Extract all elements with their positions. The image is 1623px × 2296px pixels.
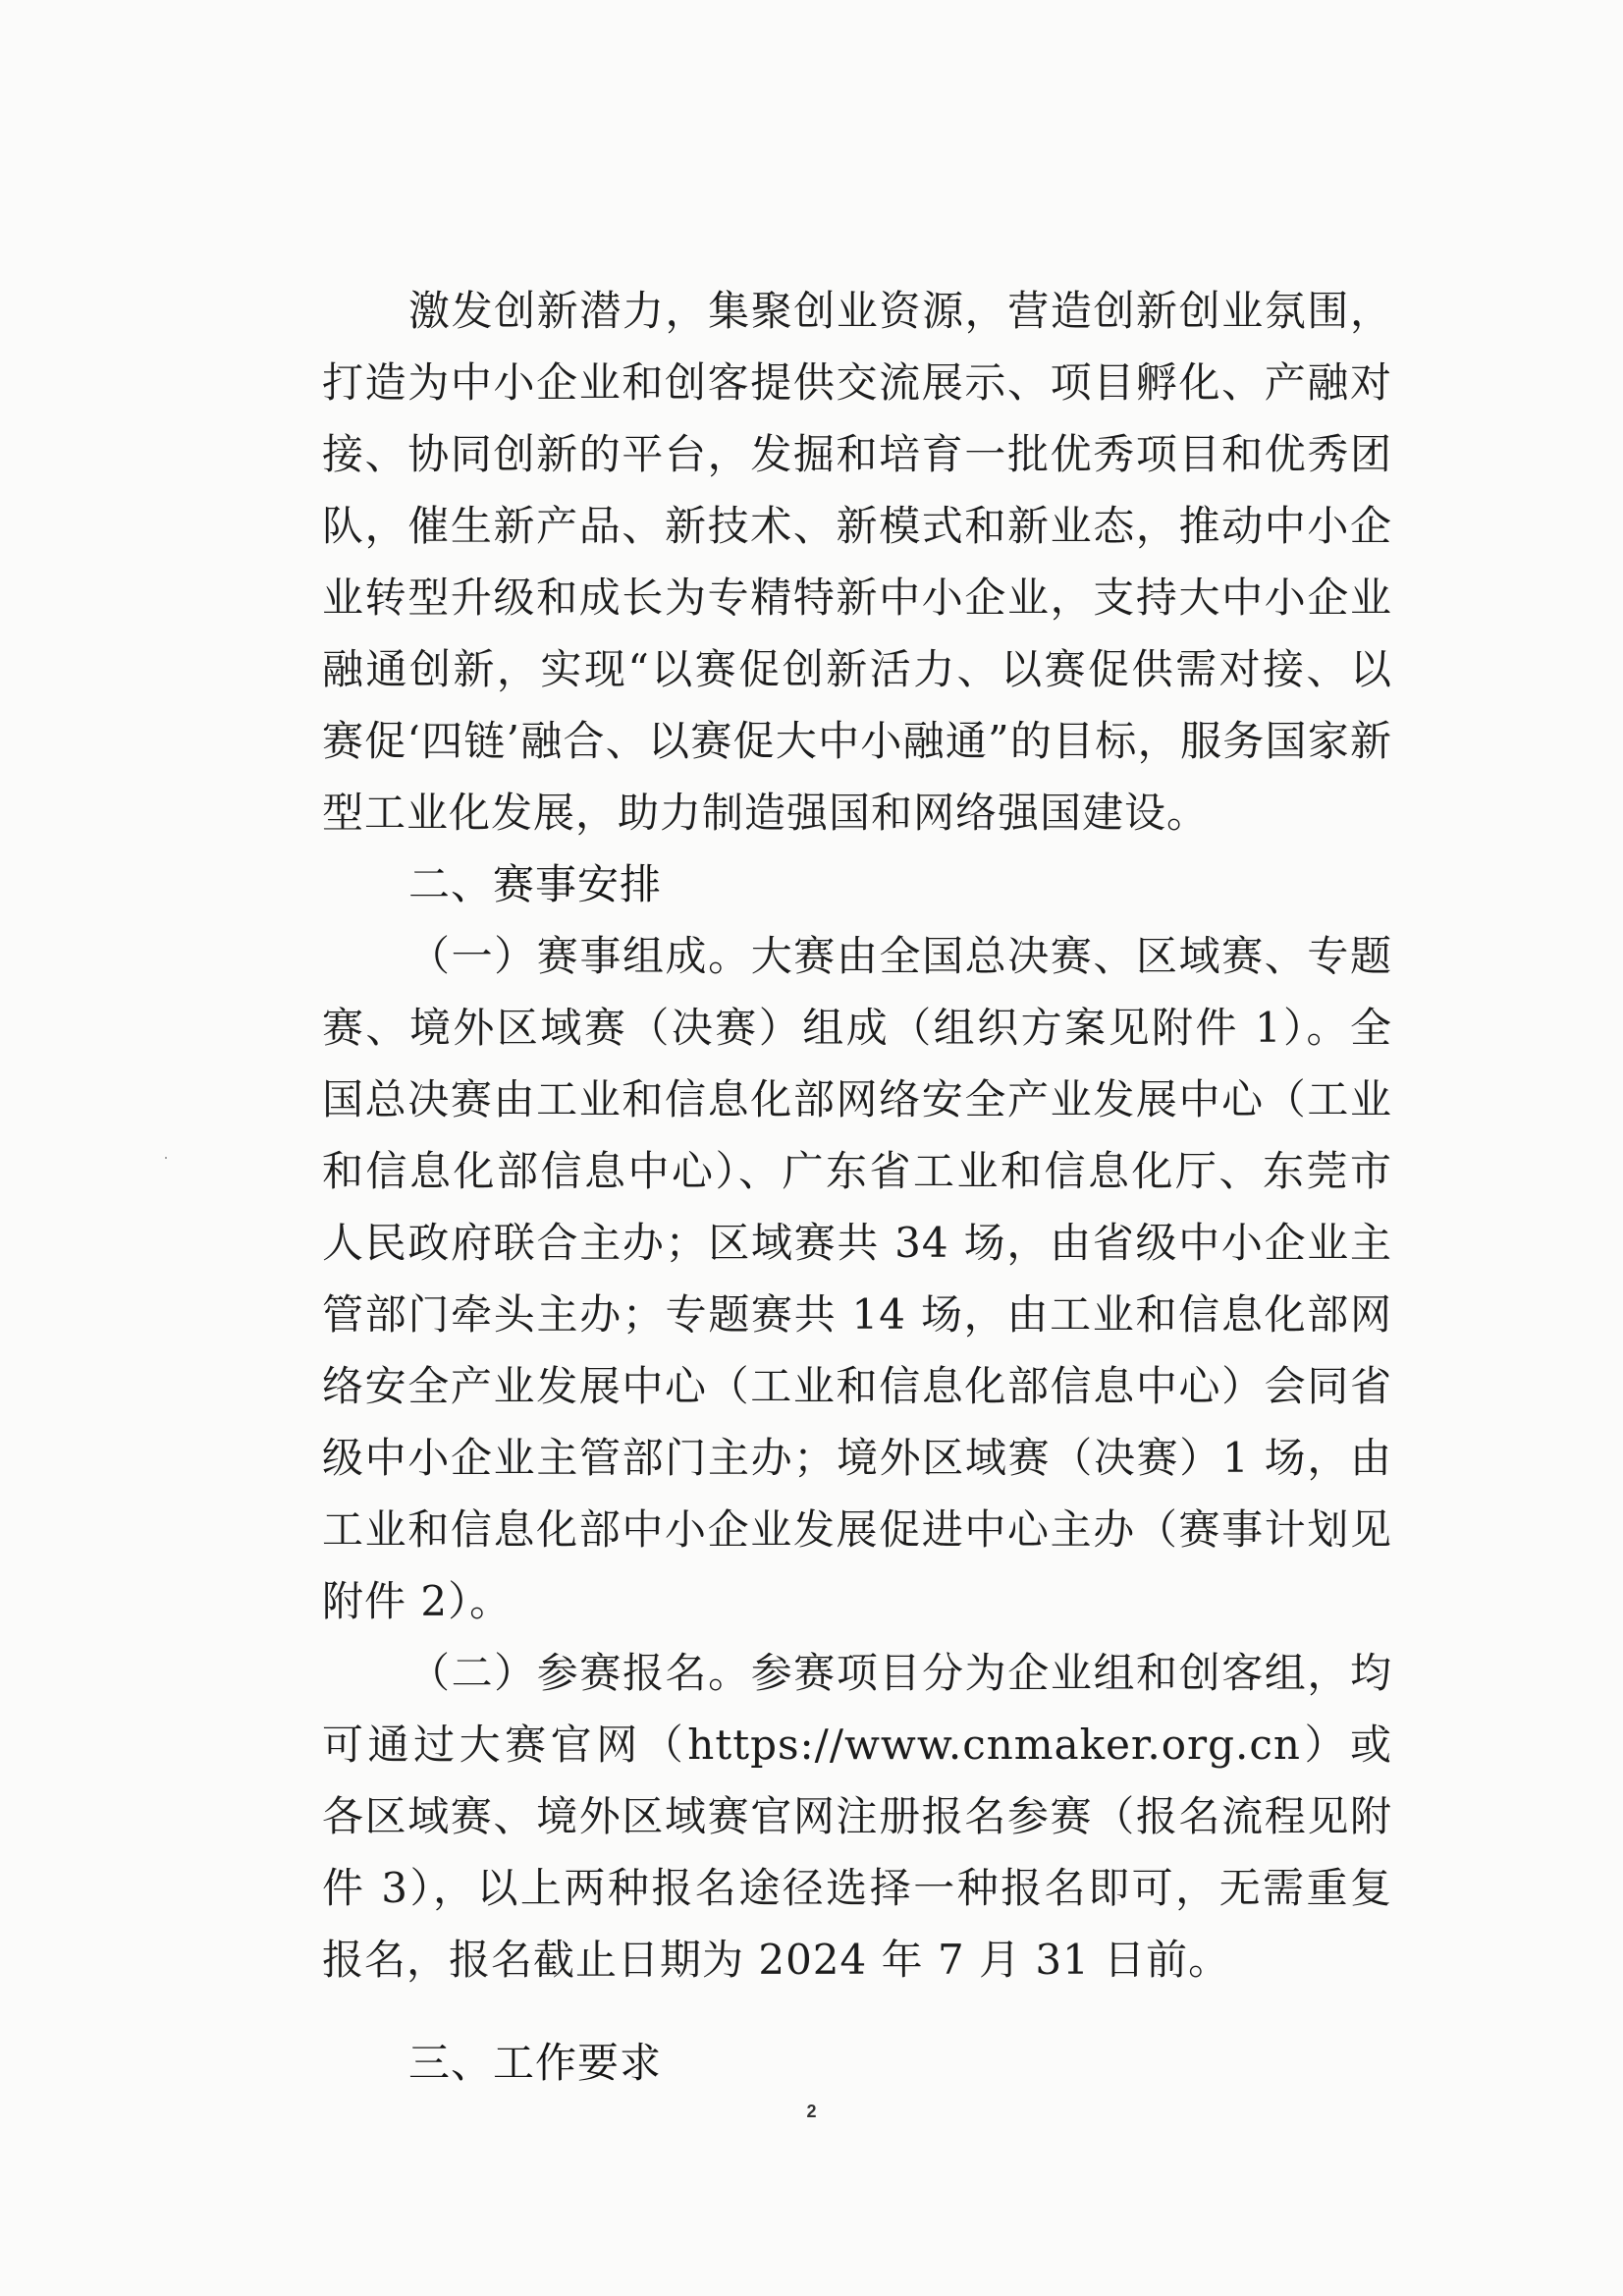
paragraph-event-composition: （一）赛事组成。大赛由全国总决赛、区域赛、专题赛、境外区域赛（决赛）组成（组织方案见附件 1）。全国总决赛由工业和信息化部网络安全产业发展中心（工业和信息化部信息中心）、广东省工业和信息化厅、东莞市人民政府联合主办；区域赛共 34 场，由省级中小企业主管部门牵头主办；专题赛共 14 场，由工业和信息化部网络安全产业发展中心（工业和信息化部信息中心）会同省级中小企业主管部门主办；境外区域赛（决赛）1 场，由工业和信息化部中小企业发展促进中心主办（赛事计划见附件 2）。 [322, 932, 1392, 1625]
paragraph-purpose: 激发创新潜力，集聚创业资源，营造创新创业氛围，打造为中小企业和创客提供交流展示、项目孵化、产融对接、协同创新的平台，发掘和培育一批优秀项目和优秀团队，催生新产品、新技术、新模式和新业态，推动中小企业转型升级和成长为专精特新中小企业，支持大中小企业融通创新，实现“以赛促创新活力、以赛促供需对接、以赛促‘四链’融合、以赛促大中小融通”的目标，服务国家新型工业化发展，助力制造强国和网络强国建设。 [322, 287, 1392, 837]
document-body [322, 275, 1392, 2099]
paragraph-registration: （二）参赛报名。参赛项目分为企业组和创客组，均可通过大赛官网（https://www.cnmaker.org.cn）或各区域赛、境外区域赛官网注册报名参赛（报名流程见附件 3），以上两种报名途径选择一种报名即可，无需重复报名，报名截止日期为 2024 年 7 月 31 日前。 [322, 1649, 1392, 1984]
section-heading-work-requirements: 三、工作要求 [408, 2039, 663, 2087]
page-number: 2 [806, 2102, 817, 2121]
section-heading-event-arrangement: 二、赛事安排 [408, 860, 663, 908]
scan-speck [165, 1157, 167, 1159]
